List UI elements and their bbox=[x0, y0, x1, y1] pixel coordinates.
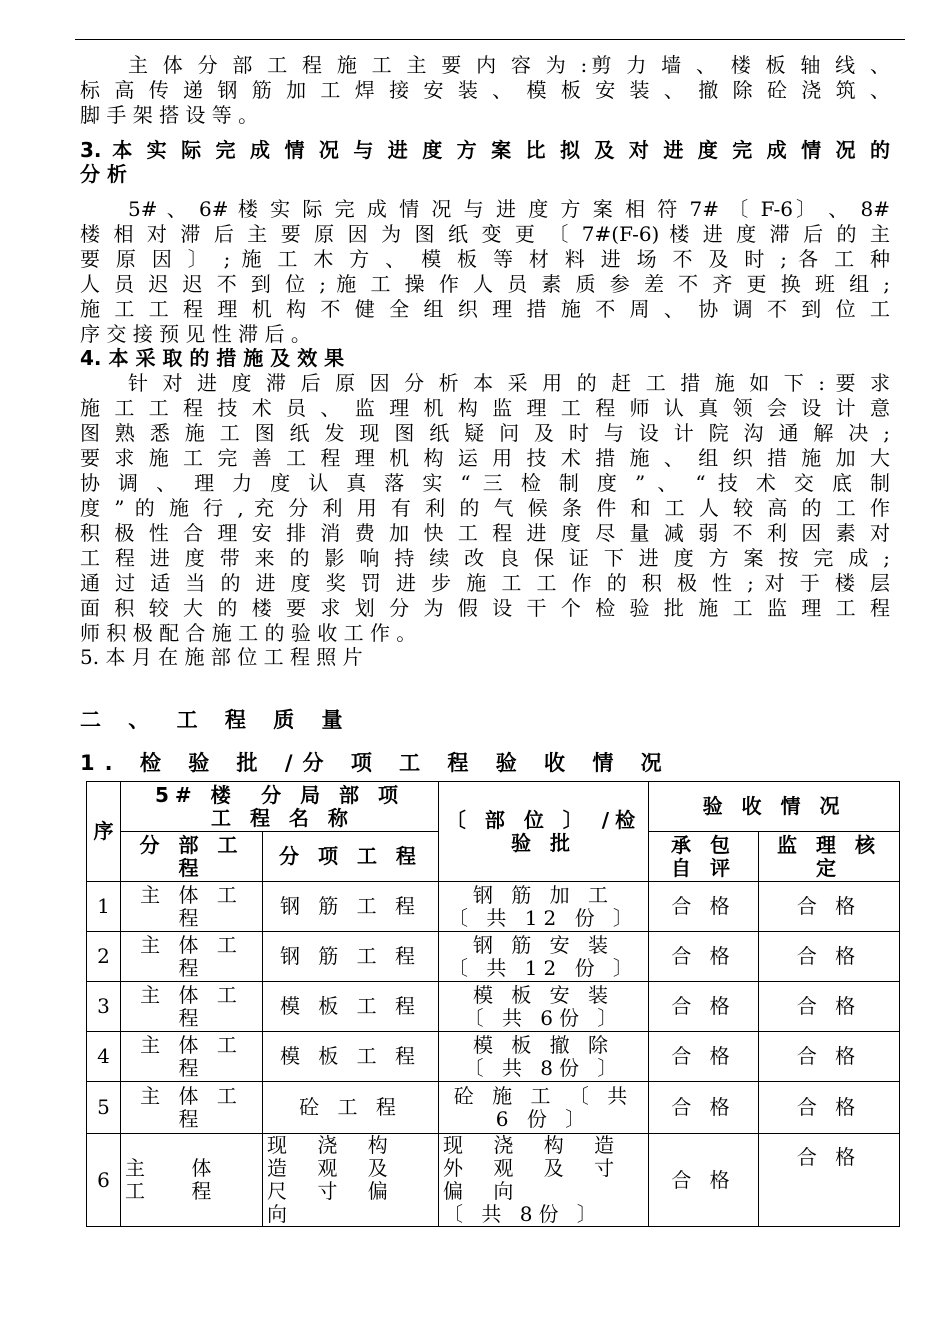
section4-body-line-11: 师 积 极 配 合 施 工 的 验 收 工 作 。 bbox=[80, 621, 417, 645]
section4-body-line-1: 针 对 进 度 滞 后 原 因 分 析 本 采 用 的 赶 工 措 施 如 下 : 要 求 bbox=[128, 371, 890, 395]
row-division: 主 体 工 程 bbox=[121, 932, 263, 982]
row-self-eval: 合 格 bbox=[649, 1032, 759, 1082]
header-acceptance: 验 收 情 况 bbox=[649, 782, 900, 832]
section3-body-line-5: 施 工 工 程 理 机 构 不 健 全 组 织 理 措 施 不 周 、 协 调 不 到 位 工 bbox=[80, 297, 890, 321]
header-division-line1: 分 局 部 项 bbox=[261, 782, 404, 807]
part2-heading: 二 、 工 程 质 量 bbox=[80, 708, 353, 732]
table-row bbox=[87, 882, 900, 932]
row-lot-line1: 钢 筋 加 工 bbox=[472, 882, 615, 907]
section4-body-line-8: 工 程 进 度 带 来 的 影 响 持 续 改 良 保 证 下 进 度 方 案 按 完 成 ; bbox=[80, 546, 890, 570]
section4-body-line-3: 图 熟 悉 施 工 图 纸 发 现 图 纸 疑 问 及 时 与 设 计 院 沟 通 解 决 ; bbox=[80, 421, 890, 445]
section4-body-line-2: 施 工 工 程 技 术 员 、 监 理 机 构 监 理 工 程 师 认 真 领 会 设 计 意 bbox=[80, 396, 890, 420]
row-item: 钢 筋 工 程 bbox=[263, 882, 439, 932]
acceptance-table bbox=[86, 781, 900, 1227]
intro-line-3: 脚 手 架 搭 设 等 。 bbox=[80, 103, 259, 127]
row-supervisor-check: 合 格 bbox=[759, 982, 900, 1032]
section3-body-line-2: 楼 相 对 滞 后 主 要 原 因 为 图 纸 变 更 〔 7#(F-6) 楼 进 度 滞 后 的 主 bbox=[80, 222, 890, 246]
row-lot-line2: 〔 共 12 份 〕 bbox=[448, 905, 639, 930]
section3-body-line-1: 5# 、 6# 楼 实 际 完 成 情 况 与 进 度 方 案 相 符 7# 〔 F-6〕 、 8# bbox=[128, 197, 890, 221]
row-seq: 1 bbox=[87, 882, 121, 932]
table-row bbox=[87, 1032, 900, 1082]
row-lot-line1: 模 板 安 装 bbox=[472, 982, 615, 1007]
section4-body-line-5: 协 调 、 理 力 度 认 真 落 实 “ 三 检 制 度 ” 、 “ 技 术 交 底 制 bbox=[80, 471, 890, 495]
header-contractor: 承 包 自 评 bbox=[649, 832, 759, 882]
section3-heading-line-2: 分 析 bbox=[80, 162, 127, 186]
row-division: 主 体 工 程 bbox=[121, 882, 263, 932]
row-item: 模 板 工 程 bbox=[263, 982, 439, 1032]
row-supervisor-check: 合 格 bbox=[759, 882, 900, 932]
table-row bbox=[87, 932, 900, 982]
row-lot-line1: 砼 施 工 〔 共 bbox=[453, 1083, 634, 1108]
intro-line-2: 标 高 传 递 钢 筋 加 工 焊 接 安 装 、 模 板 安 装 、 撤 除 砼 浇 筑 、 bbox=[80, 78, 890, 102]
row-supervisor-check: 合 格 bbox=[759, 1134, 900, 1227]
row-supervisor-check: 合 格 bbox=[759, 932, 900, 982]
row-item: 模 板 工 程 bbox=[263, 1032, 439, 1082]
row-item: 钢 筋 工 程 bbox=[263, 932, 439, 982]
row-lot bbox=[439, 882, 649, 932]
table-row bbox=[87, 1082, 900, 1134]
row-division: 主 体 工 程 bbox=[121, 982, 263, 1032]
section4-heading: 4. 本 采 取 的 措 施 及 效 果 bbox=[80, 346, 345, 370]
row-lot bbox=[439, 1134, 649, 1227]
row-lot-line2: 6 份 〕 bbox=[495, 1106, 592, 1131]
row-item: 现 浇 构 造 观 及 尺 寸 偏 向 bbox=[263, 1134, 439, 1227]
section4-body-line-6: 度 ” 的 施 行 , 充 分 利 用 有 利 的 气 候 条 件 和 工 人 较 高 的 工 作 bbox=[80, 496, 890, 520]
header-sub-division: 分 部 工 程 bbox=[121, 832, 263, 882]
row-lot-line2: 〔 共 8份 〕 bbox=[443, 1202, 603, 1226]
row-seq: 2 bbox=[87, 932, 121, 982]
header-division-group bbox=[121, 782, 439, 832]
row-self-eval: 合 格 bbox=[649, 1082, 759, 1134]
header-division-line2: 工 程 名 称 bbox=[211, 805, 354, 830]
header-building: 5# 楼 bbox=[155, 782, 237, 807]
row-self-eval: 合 格 bbox=[649, 882, 759, 932]
section3-body-line-6: 序 交 接 预 见 性 滞 后 。 bbox=[80, 322, 311, 346]
table-header-row-1 bbox=[87, 782, 900, 832]
row-lot bbox=[439, 1032, 649, 1082]
section5-heading: 5. 本 月 在 施 部 位 工 程 照 片 bbox=[80, 645, 363, 669]
row-division: 主 体 工 程 bbox=[121, 1134, 263, 1227]
row-lot bbox=[439, 982, 649, 1032]
section4-body-line-9: 通 过 适 当 的 进 度 奖 罚 进 步 施 工 工 作 的 积 极 性 ; 对 于 楼 层 bbox=[80, 571, 890, 595]
row-lot-line2: 〔 共 6份 〕 bbox=[463, 1005, 624, 1030]
section4-body-line-4: 要 求 施 工 完 善 工 程 理 机 构 运 用 技 术 措 施 、 组 织 措 施 加 大 bbox=[80, 446, 890, 470]
intro-line-1: 主 体 分 部 工 程 施 工 主 要 内 容 为 :剪 力 墙 、 楼 板 轴 线 、 bbox=[128, 53, 890, 77]
header-rule bbox=[75, 39, 905, 40]
row-supervisor-check: 合 格 bbox=[759, 1082, 900, 1134]
row-item: 砼 工 程 bbox=[263, 1082, 439, 1134]
row-seq: 6 bbox=[87, 1134, 121, 1227]
header-supervisor: 监 理 核 定 bbox=[759, 832, 900, 882]
section3-body-line-3: 要 原 因 〕 ; 施 工 木 方 、 模 板 等 材 料 进 场 不 及 时 ; 各 工 种 bbox=[80, 247, 890, 271]
row-lot-line1: 现 浇 构 造 外 观 及 寸 偏 向 bbox=[443, 1133, 627, 1203]
row-seq: 3 bbox=[87, 982, 121, 1032]
table-row bbox=[87, 982, 900, 1032]
row-lot-line1: 模 板 撤 除 bbox=[472, 1032, 615, 1057]
row-lot-line1: 钢 筋 安 装 bbox=[472, 932, 615, 957]
row-lot-line2: 〔 共 8份 〕 bbox=[463, 1055, 624, 1080]
header-location: 〔 部 位 〕 /检 验 批 bbox=[439, 782, 649, 882]
row-self-eval: 合 格 bbox=[649, 982, 759, 1032]
part2-subheading: 1. 检 验 批 /分 项 工 程 验 收 情 况 bbox=[80, 751, 672, 775]
row-lot-line2: 〔 共 12 份 〕 bbox=[448, 955, 639, 980]
section4-body-line-10: 面 积 较 大 的 楼 要 求 划 分 为 假 设 干 个 检 验 批 施 工 监 理 工 程 bbox=[80, 596, 890, 620]
row-seq: 5 bbox=[87, 1082, 121, 1134]
header-sub-item: 分 项 工 程 bbox=[263, 832, 439, 882]
row-self-eval: 合 格 bbox=[649, 1134, 759, 1227]
row-lot bbox=[439, 1082, 649, 1134]
header-seq: 序 bbox=[87, 782, 121, 882]
section4-body-line-7: 积 极 性 合 理 安 排 消 费 加 快 工 程 进 度 尽 量 减 弱 不 利 因 素 对 bbox=[80, 521, 890, 545]
table-row bbox=[87, 1134, 900, 1227]
row-division: 主 体 工 程 bbox=[121, 1082, 263, 1134]
row-lot bbox=[439, 932, 649, 982]
row-seq: 4 bbox=[87, 1032, 121, 1082]
row-supervisor-check: 合 格 bbox=[759, 1032, 900, 1082]
section3-body-line-4: 人 员 迟 迟 不 到 位 ; 施 工 操 作 人 员 素 质 参 差 不 齐 更 换 班 组 ; bbox=[80, 272, 890, 296]
section3-heading-line-1: 3. 本 实 际 完 成 情 况 与 进 度 方 案 比 拟 及 对 进 度 完 成 情 况 的 bbox=[80, 138, 890, 162]
row-self-eval: 合 格 bbox=[649, 932, 759, 982]
row-division: 主 体 工 程 bbox=[121, 1032, 263, 1082]
